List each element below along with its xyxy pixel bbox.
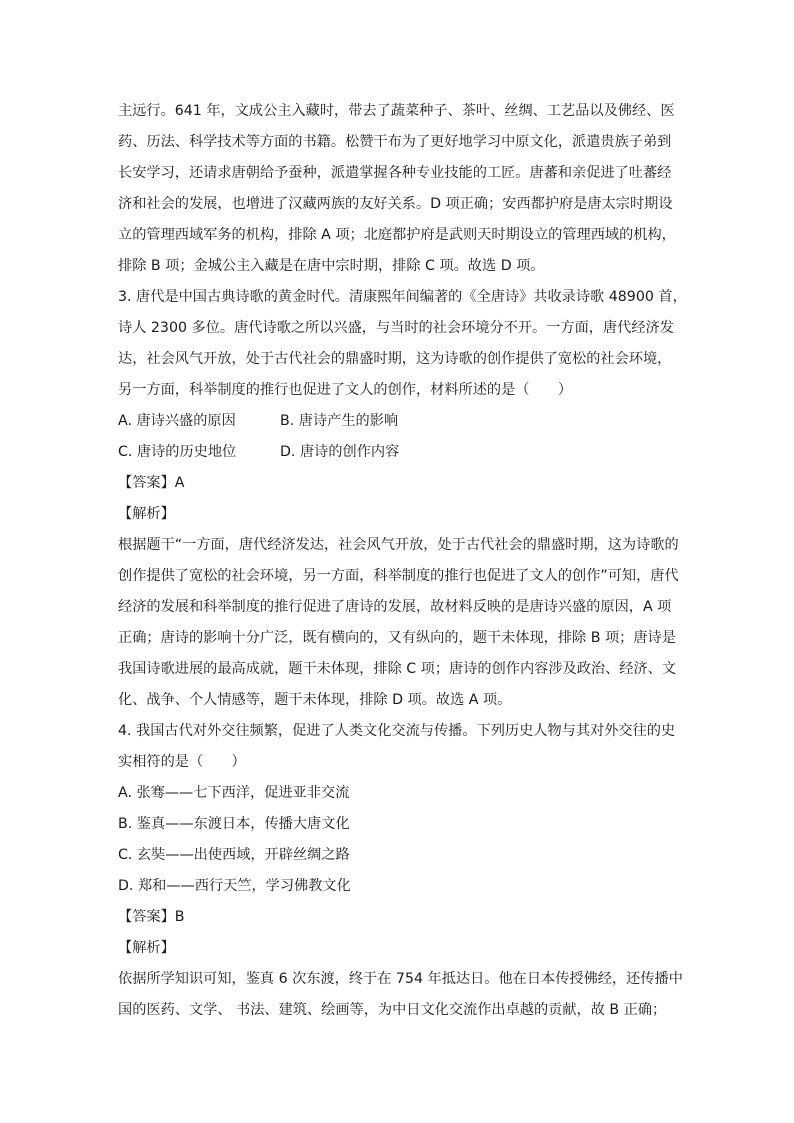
paragraph-line: 排除 B 项；金城公主入藏是在唐中宗时期，排除 C 项。故选 D 项。: [118, 258, 545, 274]
analysis-line: 根据题干“一方面，唐代经济发达，社会风气开放，处于古代社会的鼎盛时期，这为诗歌的: [118, 537, 679, 553]
paragraph-line: 立的管理西域军务的机构，排除 A 项；北庭都护府是武则天时期设立的管理西域的机构，: [118, 227, 676, 243]
option-c: C. 玄奘——出使西域，开辟丝绸之路: [118, 847, 350, 863]
option-a: A. 张骞——七下西洋，促进亚非交流: [118, 785, 350, 801]
analysis-line: 依据所学知识可知，鉴真 6 次东渡，终于在 754 年抵达日。他在日本传授佛经，还传播中: [118, 971, 683, 987]
question-stem-line: 另一方面，科举制度的推行也促进了文人的创作，材料所述的是（ ）: [118, 382, 573, 398]
analysis-line: 化、战争、个人情感等，题干未体现，排除 D 项。故选 A 项。: [118, 692, 512, 708]
paragraph-line: 主远行。641 年，文成公主入藏时，带去了蔬菜种子、茶叶、丝绸、工艺品以及佛经、医: [118, 103, 675, 119]
option-a: A. 唐诗兴盛的原因: [118, 413, 236, 429]
document-body: [118, 96, 687, 1026]
question-stem-line: 4. 我国古代对外交往频繁，促进了人类文化交流与传播。下列历史人物与其对外交往的史: [118, 723, 676, 739]
paragraph-line: 济和社会的发展，也增进了汉藏两族的友好关系。D 项正确；安西都护府是唐太宗时期设: [118, 196, 673, 212]
option-row: [118, 437, 678, 468]
option-d: D. 唐诗的创作内容: [280, 444, 400, 460]
answer-label: 【答案】A: [118, 475, 185, 491]
analysis-label: 【解析】: [118, 506, 175, 522]
previous-explanation: [118, 96, 678, 282]
option-row: [118, 406, 678, 437]
question-stem-line: 实相符的是（ ）: [118, 754, 246, 770]
analysis-line: 国的医药、文学、 书法、建筑、绘画等，为中日文化交流作出卓越的贡献，故 B 正确；: [118, 1002, 667, 1018]
question-stem-line: 达，社会风气开放，处于古代社会的鼎盛时期，这为诗歌的创作提供了宽松的社会环境，: [118, 351, 672, 367]
option-b: B. 鉴真——东渡日本，传播大唐文化: [118, 816, 350, 832]
option-b: B. 唐诗产生的影响: [280, 413, 399, 429]
answer-label: 【答案】B: [118, 909, 185, 925]
question-stem-line: 3. 唐代是中国古典诗歌的黄金时代。清康熙年间编著的《全唐诗》共收录诗歌 48900 首，: [118, 289, 687, 305]
analysis-line: 经济的发展和科举制度的推行促进了唐诗的发展，故材料反映的是唐诗兴盛的原因，A 项: [118, 599, 672, 615]
question-3: [118, 282, 687, 716]
option-c: C. 唐诗的历史地位: [118, 444, 237, 460]
analysis-line: 正确；唐诗的影响十分广泛，既有横向的，又有纵向的，题干未体现，排除 B 项；唐诗是: [118, 630, 676, 646]
analysis-label: 【解析】: [118, 940, 175, 956]
question-stem-line: 诗人 2300 多位。唐代诗歌之所以兴盛，与当时的社会环境分不开。一方面，唐代经济发: [118, 320, 674, 336]
analysis-line: 创作提供了宽松的社会环境，另一方面，科举制度的推行也促进了文人的创作”可知，唐代: [118, 568, 679, 584]
question-4: [118, 716, 683, 1026]
option-d: D. 郑和——西行天竺，学习佛教文化: [118, 878, 351, 894]
analysis-line: 我国诗歌进展的最高成就，题干未体现，排除 C 项；唐诗的创作内容涉及政治、经济、文: [118, 661, 677, 677]
paragraph-line: 药、历法、科学技术等方面的书籍。松赞干布为了更好地学习中原文化，派遣贵族子弟到: [118, 134, 672, 150]
paragraph-line: 长安学习，还请求唐朝给予蚕种，派遣掌握各种专业技能的工匠。唐蕃和亲促进了吐蕃经: [118, 165, 672, 181]
